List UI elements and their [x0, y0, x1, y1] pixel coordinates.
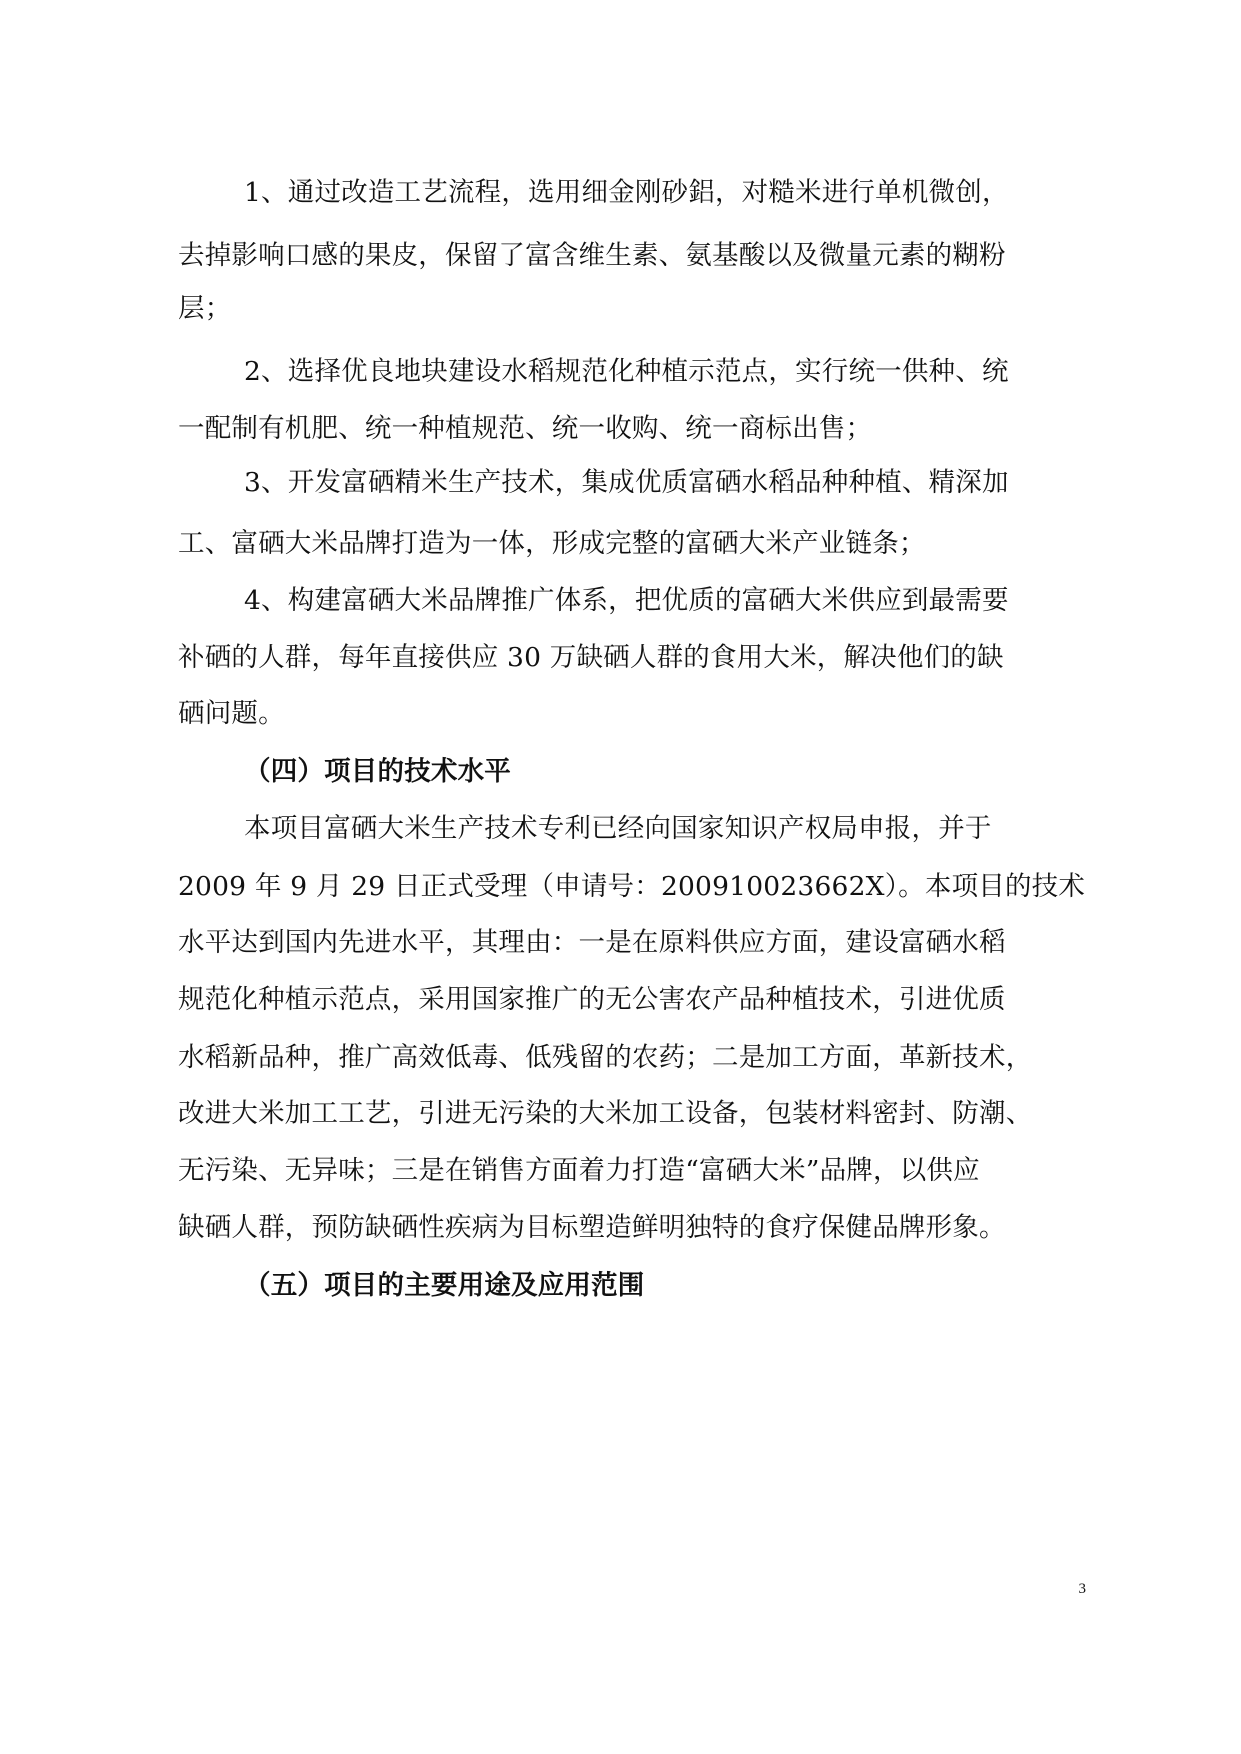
paragraph-5-line-5: 水稻新品种，推广高效低毒、低残留的农药；二是加工方面，革新技术， [178, 1042, 1033, 1073]
paragraph-5-line-7: 无污染、无异味；三是在销售方面着力打造“富硒大米”品牌，以供应 [178, 1155, 980, 1186]
paragraph-5-line-1: 本项目富硒大米生产技术专利已经向国家知识产权局申报，并于 [244, 813, 992, 844]
paragraph-5-line-6: 改进大米加工工艺，引进无污染的大米加工设备，包装材料密封、防潮、 [178, 1098, 1033, 1129]
paragraph-1-line-3: 层； [178, 293, 232, 324]
paragraph-5-line-8: 缺硒人群，预防缺硒性疾病为目标塑造鲜明独特的食疗保健品牌形象。 [178, 1212, 1006, 1243]
paragraph-5-line-4: 规范化种植示范点，采用国家推广的无公害农产品种植技术，引进优质 [178, 984, 1006, 1015]
paragraph-2-line-2: 一配制有机肥、统一种植规范、统一收购、统一商标出售； [178, 413, 873, 444]
paragraph-4-line-2: 补硒的人群，每年直接供应 30 万缺硒人群的食用大米，解决他们的缺 [178, 642, 1004, 673]
paragraph-4-line-3: 硒问题。 [178, 698, 285, 729]
paragraph-3-line-2: 工、富硒大米品牌打造为一体，形成完整的富硒大米产业链条； [178, 528, 926, 559]
section-heading-5: （五）项目的主要用途及应用范围 [244, 1270, 645, 1301]
paragraph-1-line-2: 去掉影响口感的果皮，保留了富含维生素、氨基酸以及微量元素的糊粉 [178, 240, 1006, 271]
paragraph-1-line-1: 1、通过改造工艺流程，选用细金刚砂鋁，对糙米进行单机微创， [244, 177, 1009, 208]
paragraph-3-line-1: 3、开发富硒精米生产技术，集成优质富硒水稻品种种植、精深加 [244, 467, 1009, 498]
paragraph-2-line-1: 2、选择优良地块建设水稻规范化种植示范点，实行统一供种、统 [244, 356, 1009, 387]
paragraph-4-line-1: 4、构建富硒大米品牌推广体系，把优质的富硒大米供应到最需要 [244, 585, 1009, 616]
section-heading-4: （四）项目的技术水平 [244, 756, 511, 787]
paragraph-5-line-2: 2009 年 9 月 29 日正式受理（申请号：200910023662X）。本项目的技术 [178, 871, 1086, 902]
paragraph-5-line-3: 水平达到国内先进水平，其理由：一是在原料供应方面，建设富硒水稻 [178, 927, 1006, 958]
page-number: 3 [1078, 1581, 1086, 1597]
